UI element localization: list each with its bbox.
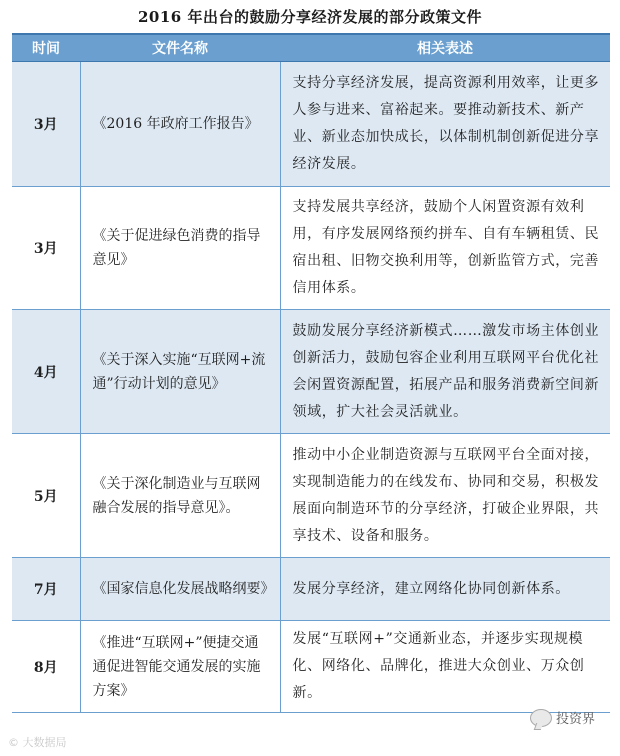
- cell-name: 《推进“互联网+”便捷交通通促进智能交通发展的实施方案》: [80, 621, 280, 713]
- header-desc: 相关表述: [280, 34, 610, 62]
- cell-time: 7月: [12, 558, 80, 621]
- cell-name: 《2016 年政府工作报告》: [80, 62, 280, 187]
- cell-name: 《关于深化制造业与互联网融合发展的指导意见》。: [80, 434, 280, 558]
- watermark-right: [530, 708, 595, 727]
- cell-desc: 发展“互联网+”交通新业态，并逐步实现规模化、网络化、品牌化，推进大众创业、万众创新。: [280, 621, 610, 713]
- cell-time: 3月: [12, 62, 80, 187]
- cell-time: 5月: [12, 434, 80, 558]
- table-title: 2016 年出台的鼓励分享经济发展的部分政策文件: [138, 8, 482, 26]
- table-row: [12, 434, 610, 558]
- cell-time: 3月: [12, 187, 80, 310]
- table-row: [12, 310, 610, 434]
- cell-desc: 支持分享经济发展，提高资源利用效率，让更多人参与进来、富裕起来。要推动新技术、新产业、新业态加快成长，以体制机制创新促进分享经济发展。: [280, 62, 610, 187]
- wechat-bubble-icon: [530, 709, 552, 727]
- cell-desc: 鼓励发展分享经济新模式……激发市场主体创业创新活力，鼓励包容企业利用互联网平台优化社会闲置资源配置，拓展产品和服务消费新空间新领域，扩大社会灵活就业。: [280, 310, 610, 434]
- table-row: [12, 621, 610, 713]
- header-time: 时间: [12, 34, 80, 62]
- table-row: [12, 187, 610, 310]
- cell-desc: 发展分享经济，建立网络化协同创新体系。: [280, 558, 610, 621]
- table-row: [12, 558, 610, 621]
- policy-table: [12, 33, 610, 713]
- table-header-row: [12, 34, 610, 62]
- header-name: 文件名称: [80, 34, 280, 62]
- cell-name: 《关于深入实施“互联网+流通”行动计划的意见》: [80, 310, 280, 434]
- watermark-left: © 大数据局: [8, 736, 67, 749]
- cell-time: 8月: [12, 621, 80, 713]
- cell-time: 4月: [12, 310, 80, 434]
- cell-desc: 支持发展共享经济，鼓励个人闲置资源有效利用，有序发展网络预约拼车、自有车辆租赁、民宿出租、旧物交换利用等，创新监管方式，完善信用体系。: [280, 187, 610, 310]
- watermark-right-label: 投资界: [556, 712, 596, 727]
- cell-desc: 推动中小企业制造资源与互联网平台全面对接，实现制造能力的在线发布、协同和交易，积极发展面向制造环节的分享经济，打破企业界限，共享技术、设备和服务。: [280, 434, 610, 558]
- cell-name: 《关于促进绿色消费的指导意见》: [80, 187, 280, 310]
- table-row: [12, 62, 610, 187]
- cell-name: 《国家信息化发展战略纲要》: [80, 558, 280, 621]
